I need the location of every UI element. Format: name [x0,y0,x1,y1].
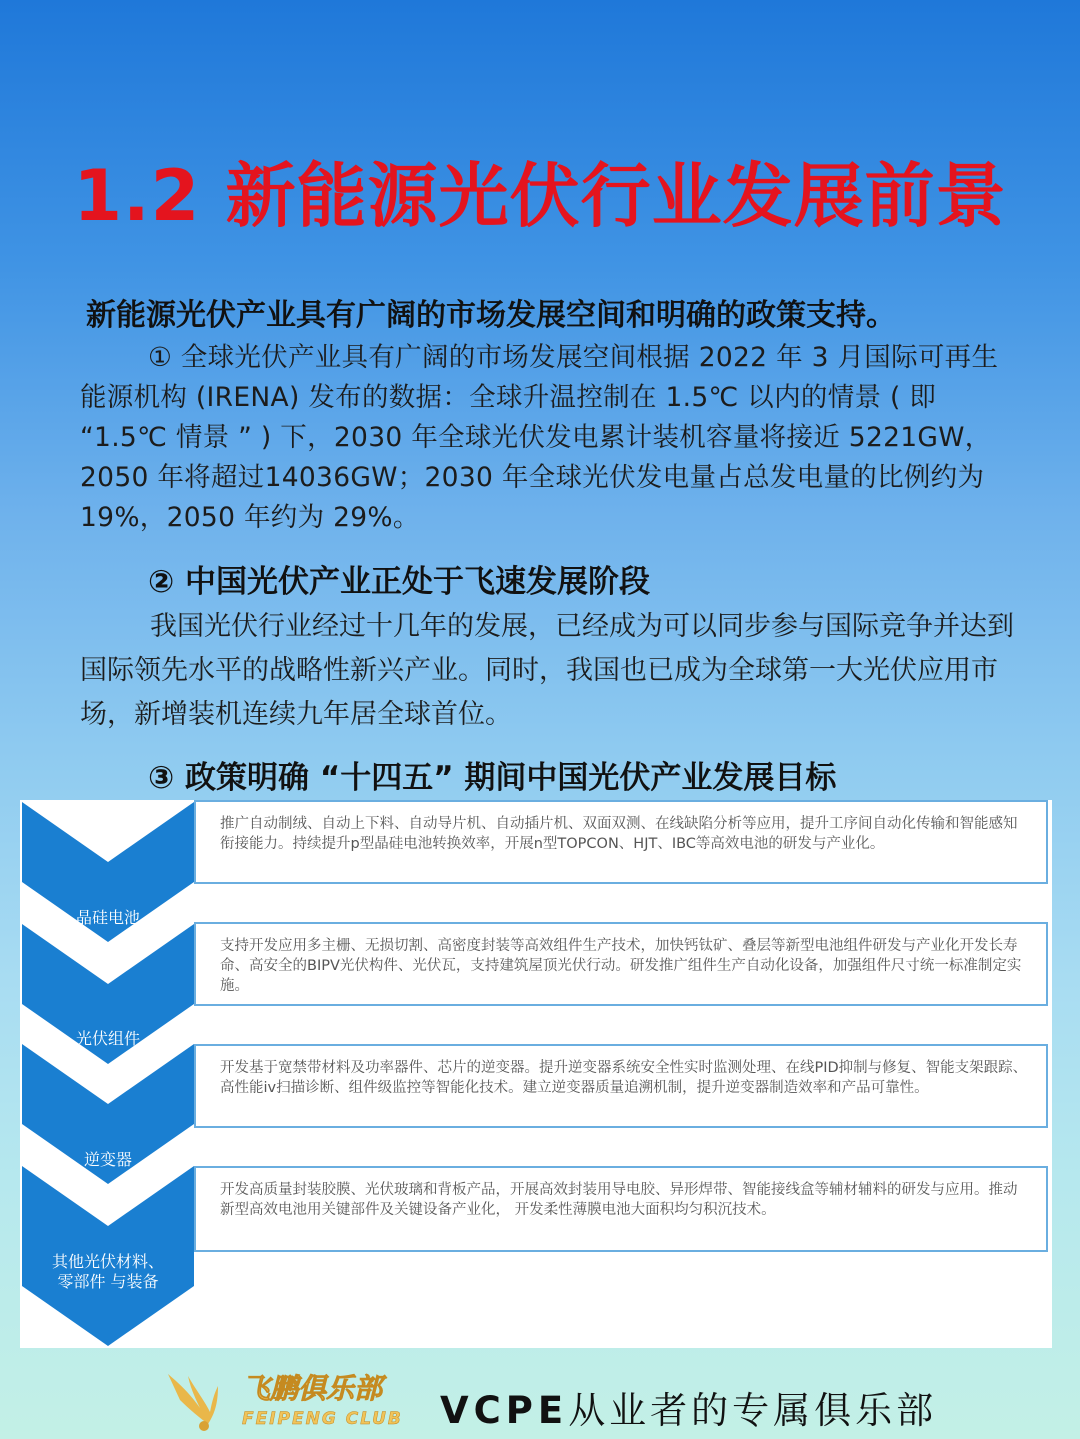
footer-slogan-en: VCPE [440,1389,569,1432]
subtitle: 新能源光伏产业具有广阔的市场发展空间和明确的政策支持。 [86,298,896,333]
footer-slogan-cn: 从业者的专属俱乐部 [568,1389,938,1432]
chevron-label-silicon-cell: 晶硅电池 [75,908,140,927]
section2-text: 我国光伏行业经过十几年的发展，已经成为可以同步参与国际竞争并达到国际领先水平的战略性新兴产业。同时，我国也已成为全球第一大光伏应用市场，新增装机连续九年居全球首位。 [80,611,1014,730]
chevron-label-other-materials [22,1252,194,1292]
feipeng-logo [160,1364,430,1434]
footer-slogan [440,1380,937,1434]
chevron-label-inverter: 逆变器 [83,1150,132,1169]
chevron-label-other-line1: 其他光伏材料、 [51,1252,164,1271]
policy-box-silicon-cell: 推广自动制绒、自动上下料、自动导片机、自动插片机、双面双测、在线缺陷分析等应用，提升工序间自动化传输和智能感知衔接能力。持续提升p型晶硅电池转换效率，开展n型TOPCON、HJT、IBC等高效电池的研发与产业化。 [194,800,1048,884]
section3-heading: ③ 政策明确 “十四五” 期间中国光伏产业发展目标 [148,760,837,796]
policy-box-other-materials: 开发高质量封装胶膜、光伏玻璃和背板产品，开展高效封装用导电胶、异形焊带、智能接线盒等辅材辅料的研发与应用。推动新型高效电池用关键部件及关键设备产业化， 开发柔性薄膜电池大面积均匀积沉技术。 [194,1166,1048,1252]
policy-diagram [20,800,1052,1348]
chevron-label-other-line2: 零部件 与装备 [57,1272,159,1291]
policy-box-pv-module: 支持开发应用多主栅、无损切割、高密度封装等高效组件生产技术，加快钙钛矿、叠层等新型电池组件研发与产业化开发长寿命、高安全的BIPV光伏构件、光伏瓦，支持建筑屋顶光伏行动。研发推广组件生产自动化设备，加强组件尺寸统一标准制定实施。 [194,922,1048,1006]
chevron-label-pv-module: 光伏组件 [75,1029,140,1048]
policy-box-inverter: 开发基于宽禁带材料及功率器件、芯片的逆变器。提升逆变器系统安全性实时监测处理、在线PID抑制与修复、智能支架跟踪、高性能iv扫描诊断、组件级监控等智能化技术。建立逆变器质量追溯机制，提升逆变器制造效率和产品可靠性。 [194,1044,1048,1128]
section2-heading: ② 中国光伏产业正处于飞速发展阶段 [148,564,651,600]
logo-en-text: FEIPENG CLUB [242,1409,403,1429]
logo-cn-text: 飞鹏俱乐部 [242,1372,383,1405]
page-title: 1.2 新能源光伏行业发展前景 [73,155,1007,237]
section1-text: ① 全球光伏产业具有广阔的市场发展空间根据 2022 年 3 月国际可再生能源机构 (IRENA) 发布的数据：全球升温控制在 1.5℃ 以内的情景 ( 即 “1.5℃ 情景 ” ) 下，2030 年全球光伏发电累计装机容量将接近 5221GW，2050 年将超过14036GW；2030 年全球光伏发电量占总发电量的比例约为 19%，2050 年约为 29%。 [80,342,999,533]
